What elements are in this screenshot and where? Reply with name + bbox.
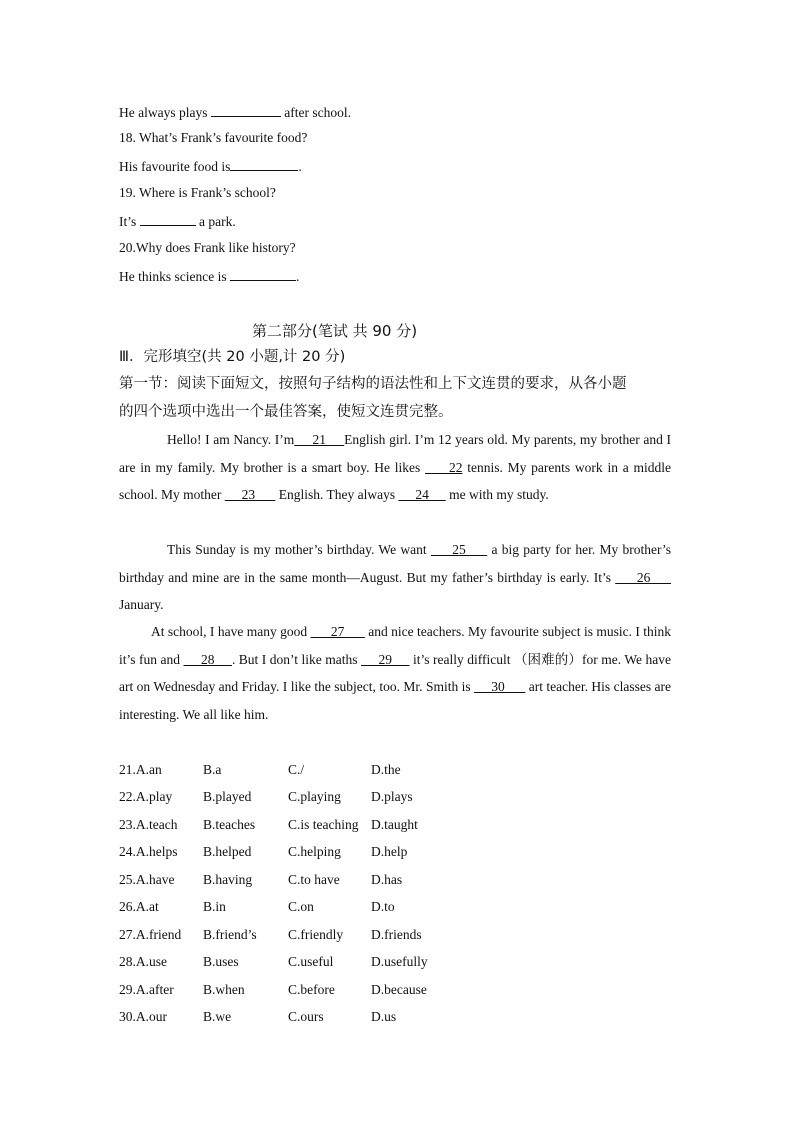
instruction-line-2: 的四个选项中选出一个最佳答案，使短文连贯完整。	[119, 404, 453, 420]
question-text: 18. What’s Frank’s favourite food?	[119, 130, 308, 145]
question-text: 20.Why does Frank like history?	[119, 240, 296, 255]
passage-text: . But I don’t like maths	[231, 651, 362, 667]
passage-text: At school, I have many good	[151, 624, 311, 639]
option-d[interactable]: D.help	[371, 844, 408, 859]
line-text: after school.	[280, 105, 351, 120]
option-c[interactable]: C.helping	[288, 844, 341, 859]
option-b[interactable]: B.uses	[203, 954, 239, 969]
option-d[interactable]: D.taught	[371, 817, 418, 832]
answer-blank[interactable]	[230, 267, 296, 281]
option-c[interactable]: C.playing	[288, 789, 341, 804]
passage-text: and nice teachers. My favourite subject is music. I think it’s fun and	[119, 624, 672, 667]
option-b[interactable]: B.a	[203, 762, 222, 777]
line-text: He thinks science is	[119, 269, 230, 284]
blank-22[interactable]: 22	[425, 459, 463, 475]
line-text: a park.	[195, 214, 236, 229]
option-b[interactable]: B.we	[203, 1009, 232, 1024]
option-a[interactable]: 27.A.friend	[119, 927, 182, 942]
line-text: His favourite food is	[119, 159, 231, 174]
passage-text: Hello! I am Nancy. I’m	[167, 432, 295, 447]
option-b[interactable]: B.helped	[203, 844, 252, 859]
option-a[interactable]: 28.A.use	[119, 954, 167, 969]
answer-blank[interactable]	[140, 212, 196, 226]
instruction-line-1: 第一节：阅读下面短文，按照句子结构的语法性和上下文连贯的要求，从各小题	[119, 376, 627, 392]
answer-line-19	[119, 212, 236, 231]
option-b[interactable]: B.having	[203, 872, 253, 887]
question-20	[119, 239, 296, 257]
option-d[interactable]: D.the	[371, 762, 401, 777]
passage-text: English girl. I’m 12 years old. My parents, my brother and I are in my family. My brother is a smart boy. He likes	[119, 432, 672, 475]
passage-text: January.	[119, 597, 164, 612]
question-text: 19. Where is Frank’s school?	[119, 185, 276, 200]
line-text: He always plays	[119, 105, 211, 120]
answer-blank[interactable]	[211, 103, 281, 117]
option-d[interactable]: D.usefully	[371, 954, 428, 969]
passage-text: art teacher. His classes are interesting. We all like him.	[119, 679, 671, 722]
option-b[interactable]: B.teaches	[203, 817, 256, 832]
option-b[interactable]: B.in	[203, 899, 226, 914]
part-title: Ⅲ．完形填空(共 20 小题,计 20 分)	[119, 349, 346, 365]
option-a[interactable]: 23.A.teach	[119, 817, 178, 832]
option-c[interactable]: C.on	[288, 899, 314, 914]
answer-line-17	[119, 103, 351, 122]
option-c[interactable]: C.useful	[288, 954, 334, 969]
option-a[interactable]: 24.A.helps	[119, 844, 178, 859]
option-c[interactable]: C.friendly	[288, 927, 344, 942]
answer-line-18	[119, 157, 302, 176]
passage-paragraph-2	[119, 536, 671, 619]
option-d[interactable]: D.friends	[371, 927, 422, 942]
option-c[interactable]: C.to have	[288, 872, 340, 887]
passage-text: it’s really difficult （困难的）for me. We have art on Wednesday and Friday. I like the subject, too. Mr. Smith is	[119, 651, 672, 694]
blank-23[interactable]: 23	[224, 487, 276, 502]
option-d[interactable]: D.us	[371, 1009, 397, 1024]
passage-paragraph-1	[119, 426, 671, 509]
passage-text: a big party for her. My brother’s birthday and mine are in the same month—August. But my father’s birthday is early. It’s	[119, 542, 672, 585]
section-title: 第二部分(笔试 共 90 分)	[252, 322, 418, 340]
passage-text: me with my study.	[445, 487, 549, 502]
blank-24[interactable]: 24	[398, 487, 446, 502]
passage-paragraph-3	[119, 618, 671, 728]
option-a[interactable]: 21.A.an	[119, 762, 162, 777]
option-b[interactable]: B.friend’s	[203, 927, 257, 942]
option-c[interactable]: C.is teaching	[288, 817, 359, 832]
blank-21[interactable]: 21	[294, 432, 345, 447]
option-a[interactable]: 30.A.our	[119, 1009, 167, 1024]
blank-25[interactable]: 25	[430, 542, 488, 557]
answer-line-20	[119, 267, 299, 286]
line-text: .	[298, 159, 302, 174]
option-d[interactable]: D.to	[371, 899, 395, 914]
blank-26[interactable]: 26	[615, 569, 672, 585]
option-d[interactable]: D.because	[371, 982, 427, 997]
option-d[interactable]: D.plays	[371, 789, 413, 804]
option-a[interactable]: 22.A.play	[119, 789, 173, 804]
option-c[interactable]: C.ours	[288, 1009, 324, 1024]
blank-27[interactable]: 27	[310, 624, 365, 639]
option-a[interactable]: 25.A.have	[119, 872, 175, 887]
option-d[interactable]: D.has	[371, 872, 403, 887]
line-text: It’s	[119, 214, 140, 229]
passage-text: English. They always	[275, 487, 399, 502]
passage-text: This Sunday is my mother’s birthday. We want	[167, 542, 431, 557]
question-19	[119, 184, 276, 202]
blank-29[interactable]: 29	[361, 651, 410, 667]
blank-28[interactable]: 28	[183, 651, 232, 667]
option-c[interactable]: C./	[288, 762, 305, 777]
blank-30[interactable]: 30	[474, 679, 526, 694]
question-18	[119, 129, 307, 147]
option-b[interactable]: B.when	[203, 982, 245, 997]
answer-blank[interactable]	[230, 157, 298, 171]
line-text: .	[295, 269, 300, 284]
passage-text: tennis. My parents work in a middle school. My mother	[119, 459, 672, 502]
option-b[interactable]: B.played	[203, 789, 252, 804]
option-a[interactable]: 29.A.after	[119, 982, 174, 997]
option-c[interactable]: C.before	[288, 982, 335, 997]
option-a[interactable]: 26.A.at	[119, 899, 159, 914]
